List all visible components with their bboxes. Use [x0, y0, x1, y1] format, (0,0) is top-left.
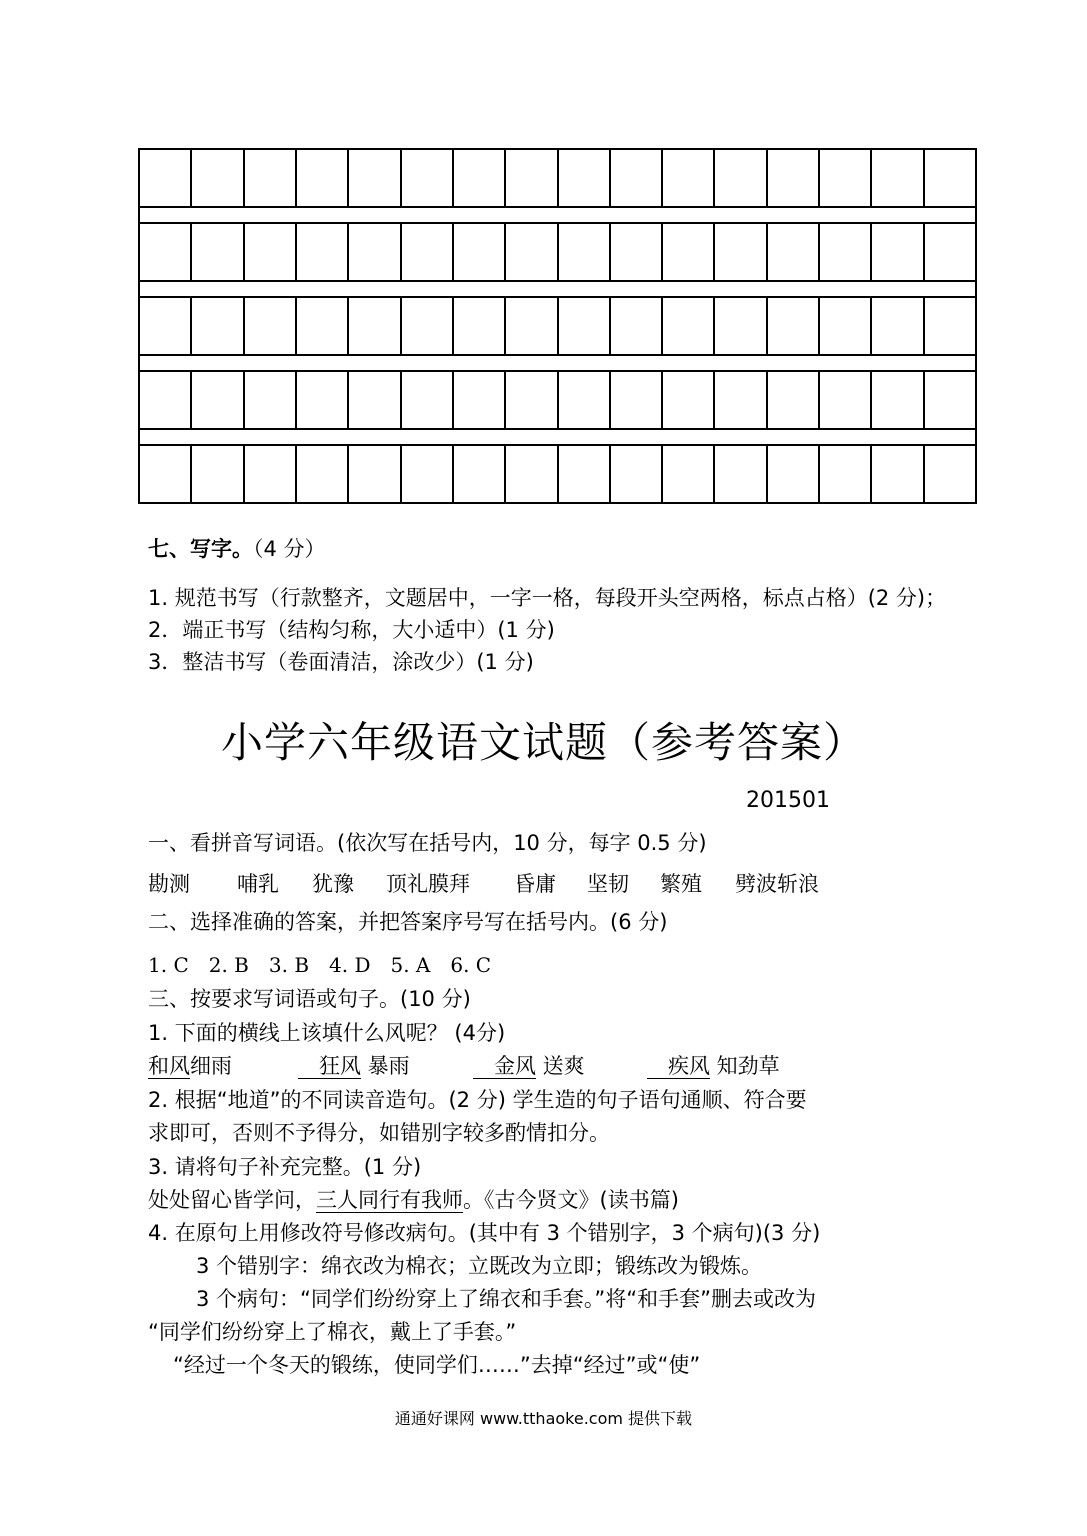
grid-cell [872, 298, 924, 354]
grid-cell [663, 446, 715, 502]
grid-cell [925, 150, 975, 206]
q2-line1: 2. 根据“地道”的不同读音造句。(2 分) 学生造的句子语句通顺、符合要 [148, 1088, 807, 1112]
q3-sentence [148, 1190, 679, 1213]
grid-row [138, 148, 977, 208]
part2-heading: 二、选择准确的答案，并把答案序号写在括号内。(6 分) [148, 910, 668, 934]
q4-sentence-line3: “经过一个冬天的锻练，使同学们……”去掉“经过”或“使” [173, 1353, 701, 1377]
grid-cell [245, 224, 297, 280]
word: 坚韧 [587, 872, 629, 896]
grid-cell [768, 150, 820, 206]
idiom-rest: 细雨 [190, 1054, 232, 1078]
section7-heading-line [148, 539, 326, 560]
idiom-blank: 金风 [473, 1054, 536, 1078]
grid-cell [506, 372, 558, 428]
grid-cell [715, 298, 767, 354]
grid-cell [820, 446, 872, 502]
grid-cell [925, 446, 975, 502]
grid-cell [611, 446, 663, 502]
idiom-rest: 知劲草 [710, 1054, 780, 1078]
idiom-blank: 和风 [148, 1054, 190, 1078]
grid-cell [454, 446, 506, 502]
q3-prompt: 3. 请将句子补充完整。(1 分) [148, 1155, 422, 1179]
grid-cell [297, 372, 349, 428]
grid-cell [192, 224, 244, 280]
idiom-rest: 送爽 [536, 1054, 585, 1078]
idiom [148, 1056, 232, 1079]
grid-cell [663, 298, 715, 354]
grid-cell [402, 298, 454, 354]
grid-cell [245, 298, 297, 354]
q4-typos: 3 个错别字：绵衣改为棉衣；立既改为立即；锻练改为锻炼。 [196, 1254, 763, 1278]
writing-grid [138, 148, 977, 515]
idiom-blank: 狂风 [298, 1054, 361, 1078]
grid-cell [559, 298, 611, 354]
grid-cell [768, 446, 820, 502]
word: 繁殖 [660, 872, 702, 896]
grid-cell [454, 372, 506, 428]
q4-sentence-line2: “同学们纷纷穿上了棉衣，戴上了手套。” [148, 1320, 517, 1344]
grid-cell [140, 446, 192, 502]
grid-cell [925, 224, 975, 280]
grid-cell [925, 298, 975, 354]
grid-cell [454, 224, 506, 280]
grid-row [138, 222, 977, 282]
section7-item-2: 2．端正书写（结构匀称，大小适中）(1 分) [148, 618, 555, 642]
grid-cell [402, 150, 454, 206]
section7-score: （4 分） [253, 537, 326, 561]
q4-sentence-line1: 3 个病句：“同学们纷纷穿上了绵衣和手套。”将“和手套”删去或改为 [196, 1287, 817, 1311]
footer-credit: 通通好课网 www.tthaoke.com 提供下载 [394, 1409, 693, 1428]
grid-cell [349, 298, 401, 354]
grid-cell [715, 224, 767, 280]
grid-cell [872, 224, 924, 280]
grid-cell [349, 446, 401, 502]
grid-row [138, 370, 977, 430]
part2-answers: 1. C 2. B 3. B 4. D 5. A 6. C [148, 953, 492, 977]
grid-cell [663, 224, 715, 280]
grid-cell [768, 224, 820, 280]
q3-tail: 。《古今贤文》(读书篇) [463, 1188, 679, 1212]
grid-cell [140, 298, 192, 354]
grid-cell [559, 372, 611, 428]
q3-blank: 三人同行有我师 [316, 1188, 463, 1212]
grid-cell [192, 298, 244, 354]
idiom [298, 1056, 410, 1079]
word: 哺乳 [237, 872, 279, 896]
grid-cell [872, 372, 924, 428]
idiom-rest: 暴雨 [361, 1054, 410, 1078]
grid-row [138, 296, 977, 356]
grid-cell [454, 150, 506, 206]
answer-key-title: 小学六年级语文试题（参考答案） [220, 718, 866, 767]
grid-cell [506, 150, 558, 206]
grid-cell [192, 446, 244, 502]
word: 顶礼膜拜 [386, 872, 470, 896]
grid-cell [925, 372, 975, 428]
grid-cell [402, 372, 454, 428]
grid-cell [297, 150, 349, 206]
grid-cell [140, 224, 192, 280]
grid-cell [820, 298, 872, 354]
grid-cell [192, 372, 244, 428]
grid-cell [611, 372, 663, 428]
grid-cell [297, 446, 349, 502]
grid-cell [715, 150, 767, 206]
q1-prompt: 1. 下面的横线上该填什么风呢？ (4分) [148, 1021, 506, 1045]
grid-cell [872, 150, 924, 206]
idiom [473, 1056, 585, 1079]
grid-cell [349, 224, 401, 280]
grid-cell [349, 150, 401, 206]
idiom-blank: 疾风 [647, 1054, 710, 1078]
part1-heading: 一、看拼音写词语。(依次写在括号内，10 分，每字 0.5 分) [148, 831, 707, 855]
grid-cell [715, 446, 767, 502]
grid-cell [611, 298, 663, 354]
word: 勘测 [148, 872, 190, 896]
section7-heading: 七、写字。 [148, 537, 253, 561]
grid-cell [768, 372, 820, 428]
grid-cell [559, 150, 611, 206]
q3-lead: 处处留心皆学问， [148, 1188, 316, 1212]
grid-cell [245, 372, 297, 428]
grid-cell [559, 224, 611, 280]
grid-cell [192, 150, 244, 206]
word: 犹豫 [312, 872, 354, 896]
grid-cell [349, 372, 401, 428]
grid-cell [820, 150, 872, 206]
idiom [647, 1056, 780, 1079]
word: 昏庸 [514, 872, 556, 896]
part3-heading: 三、按要求写词语或句子。(10 分) [148, 987, 471, 1011]
grid-cell [506, 446, 558, 502]
grid-cell [663, 372, 715, 428]
section7-item-1: 1. 规范书写（行款整齐，文题居中，一字一格，每段开头空两格，标点占格）(2 分)； [148, 586, 947, 610]
grid-cell [506, 298, 558, 354]
section7-item-3: 3．整洁书写（卷面清洁，涂改少）(1 分) [148, 650, 534, 674]
grid-cell [559, 446, 611, 502]
grid-cell [611, 150, 663, 206]
grid-cell [663, 150, 715, 206]
grid-cell [245, 150, 297, 206]
grid-cell [297, 298, 349, 354]
grid-cell [402, 446, 454, 502]
q4-prompt: 4. 在原句上用修改符号修改病句。(其中有 3 个错别字，3 个病句)(3 分) [148, 1221, 821, 1245]
grid-cell [715, 372, 767, 428]
grid-cell [820, 372, 872, 428]
grid-cell [768, 298, 820, 354]
grid-cell [611, 224, 663, 280]
grid-cell [820, 224, 872, 280]
grid-cell [140, 150, 192, 206]
grid-cell [872, 446, 924, 502]
q2-line2: 求即可，否则不予得分，如错别字较多酌情扣分。 [148, 1121, 610, 1145]
grid-cell [454, 298, 506, 354]
answer-key-code: 201501 [746, 788, 830, 813]
grid-row [138, 444, 977, 504]
word: 劈波斩浪 [735, 872, 819, 896]
grid-cell [245, 446, 297, 502]
grid-cell [402, 224, 454, 280]
grid-cell [297, 224, 349, 280]
grid-cell [506, 224, 558, 280]
grid-cell [140, 372, 192, 428]
